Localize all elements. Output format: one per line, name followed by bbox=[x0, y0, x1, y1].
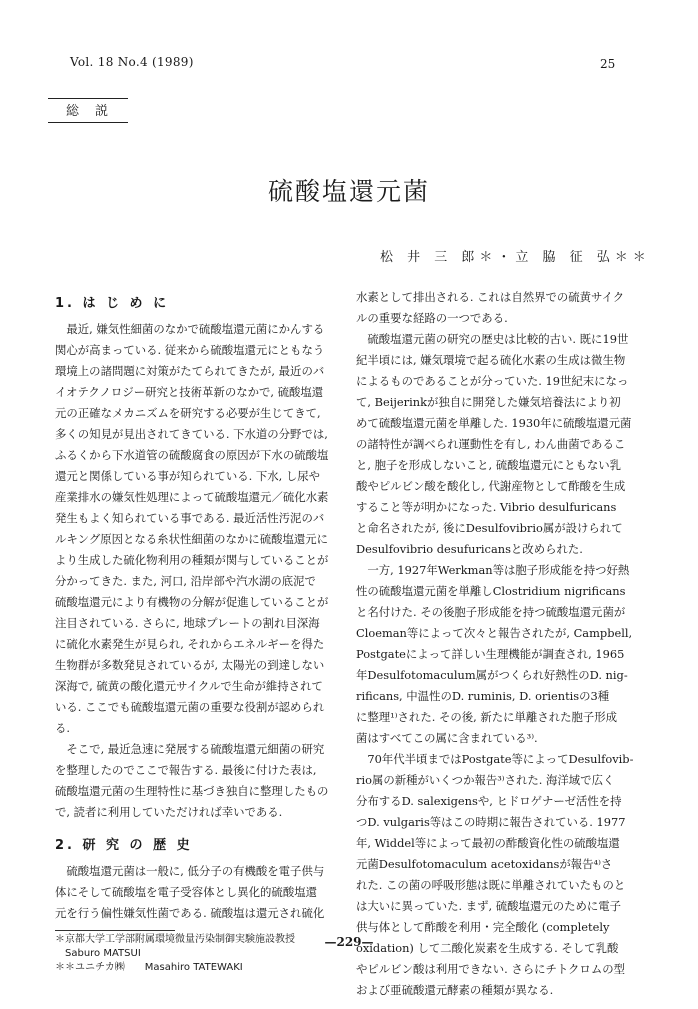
text-line: と名付けた. その後胞子形成能を持つ硫酸塩還元菌が bbox=[356, 605, 626, 619]
text-line: つD. vulgaris等はこの時期に報告されている. 1977 bbox=[356, 815, 626, 829]
text-line: 菌はすべてこの属に含まれている³⁾. bbox=[356, 731, 538, 745]
text-line: 発生もよく知られている事である. 最近活性汚泥のバ bbox=[55, 511, 325, 525]
text-line: 環境上の諸問題に対策がたてられてきたが, 最近のバ bbox=[55, 364, 325, 378]
text-line: と, 胞子を形成しないこと, 硫酸塩還元にともない乳 bbox=[356, 458, 622, 472]
text-line: 産業排水の嫌気性処理によって硫酸塩還元／硫化水素 bbox=[55, 490, 329, 504]
text-line: やピルビン酸は利用できない. さらにチトクロムの型 bbox=[356, 962, 625, 976]
text-line: 年, Widdel等によって最初の酢酸資化性の硫酸塩還 bbox=[356, 836, 620, 850]
text-line: と命名されたが, 後にDesulfovibrio属が設けられて bbox=[356, 521, 623, 535]
text-line: 紀半頃には, 嫌気環境で起る硫化水素の生成は微生物 bbox=[356, 353, 626, 367]
text-line: 硫酸塩還元菌の研究の歴史は比較的古い. 既に19世 bbox=[356, 332, 629, 346]
text-line: 一方, 1927年Werkman等は胞子形成能を持つ好熱 bbox=[356, 563, 630, 577]
text-line: に整理¹⁾された. その後, 新たに単離された胞子形成 bbox=[356, 710, 618, 724]
text-line: ふるくから下水道管の硫酸腐食の原因が下水の硫酸塩 bbox=[55, 448, 329, 462]
journal-volume: Vol. 18 No.4 (1989) bbox=[70, 55, 194, 69]
text-line: rio属の新種がいくつか報告³⁾された. 海洋域で広く bbox=[356, 773, 615, 787]
text-line: すること等が明かになった. Vibrio desulfuricans bbox=[356, 500, 617, 514]
text-line: そこで, 最近急速に発展する硫酸塩還元細菌の研究 bbox=[55, 742, 325, 756]
text-line: 70年代半頃まではPostgate等によってDesulfovib- bbox=[356, 752, 634, 766]
section-heading-history: 2. 研 究 の 歴 史 bbox=[55, 838, 193, 853]
text-line: 供与体として酢酸を利用・完全酸化 (completely bbox=[356, 920, 610, 934]
text-line: めて硫酸塩還元菌を単離した. 1930年に硫酸塩還元菌 bbox=[356, 416, 632, 430]
text-line: 体にそして硫酸塩を電子受容体とし異化的硫酸塩還 bbox=[55, 885, 317, 899]
left-column bbox=[55, 287, 335, 975]
text-line: て, Beijerinkが独自に開発した嫌気培養法により初 bbox=[356, 395, 621, 409]
text-line: る. bbox=[55, 721, 71, 735]
text-line: の諸特性が調べられ運動性を有し, わん曲菌であるこ bbox=[356, 437, 626, 451]
text-line: によるものであることが分っていた. 19世紀末になっ bbox=[356, 374, 629, 388]
text-line: イオテクノロジー研究と技術革新のなかで, 硫酸塩還 bbox=[55, 385, 324, 399]
text-line: Postgateによって詳しい生理機能が調査され, 1965 bbox=[356, 647, 625, 661]
section-tag: 総説 bbox=[48, 98, 128, 123]
text-line: れた. この菌の呼吸形態は既に単離されていたものと bbox=[356, 878, 626, 892]
text-line: 硫酸塩還元菌の生理特性に基づき独自に整理したもの bbox=[55, 784, 329, 798]
text-line: 元を行う偏性嫌気性菌である. 硫酸塩は還元され硫化 bbox=[55, 906, 325, 920]
text-line: 生物群が多数発見されているが, 太陽光の到達しない bbox=[55, 658, 325, 672]
authors: 松 井 三 郎＊・立 脇 征 弘＊＊ bbox=[380, 250, 651, 265]
text-line: 硫酸塩還元により有機物の分解が促進していることが bbox=[55, 595, 329, 609]
page-number: 25 bbox=[600, 57, 616, 71]
section-heading-introduction: 1. は じ め に bbox=[55, 296, 170, 311]
text-line: いる. ここでも硫酸塩還元菌の重要な役割が認められ bbox=[55, 700, 325, 714]
text-line: 元菌Desulfotomaculum acetoxidansが報告⁴⁾さ bbox=[356, 857, 613, 871]
text-line: oxidation) して二酸化炭素を生成する. そして乳酸 bbox=[356, 941, 619, 955]
footnote-divider bbox=[55, 930, 175, 931]
text-line: および亜硫酸還元酵素の種類が異なる. bbox=[356, 983, 554, 997]
text-line: 年Desulfotomaculum属がつくられ好熱性のD. nig- bbox=[356, 668, 628, 682]
text-line: rificans, 中温性のD. ruminis, D. orientisの3種 bbox=[356, 689, 610, 703]
text-line: 関心が高まっている. 従来から硫酸塩還元にともなう bbox=[55, 343, 325, 357]
text-line: 酸やピルビン酸を酸化し, 代謝産物として酢酸を生成 bbox=[356, 479, 626, 493]
text-line: を整理したのでここで報告する. 最後に付けた表は, bbox=[55, 763, 317, 777]
text-line: 最近, 嫌気性細菌のなかで硫酸塩還元菌にかんする bbox=[55, 322, 325, 336]
text-line: 注目されている. さらに, 地球プレートの割れ目深海 bbox=[55, 616, 320, 630]
text-line: より生成した硫化物利用の種類が関与していることが bbox=[55, 553, 329, 567]
text-line: Desulfovibrio desufuricansと改められた. bbox=[356, 542, 583, 556]
footnote-line: Saburo MATSUI bbox=[55, 948, 141, 959]
text-line: ルキング原因となる糸状性細菌のなかに硫酸塩還元に bbox=[55, 532, 329, 546]
article-title: 硫酸塩還元菌 bbox=[267, 177, 430, 206]
text-line: は大いに異っていた. まず, 硫酸塩還元のために電子 bbox=[356, 899, 622, 913]
text-line: に硫化水素発生が見られ, それからエネルギーを得た bbox=[55, 637, 325, 651]
text-line: 還元と関係している事が知られている. 下水, し尿や bbox=[55, 469, 321, 483]
text-line: 水素として排出される. これは自然界での硫黄サイク bbox=[356, 290, 625, 304]
intro-paragraph-1 bbox=[55, 319, 335, 739]
footnote-line: ＊京都大学工学部附属環境微量汚染制御実験施設教授 bbox=[55, 934, 295, 945]
text-line: Cloeman等によって次々と報告されたが, Campbell, bbox=[356, 626, 633, 640]
text-line: で, 読者に利用していただければ幸いである. bbox=[55, 805, 283, 819]
right-column bbox=[356, 287, 636, 1001]
text-line: 性の硫酸塩還元菌を単離しClostridium nigrificans bbox=[356, 584, 626, 598]
text-line: 多くの知見が見出されてきている. 下水道の分野では, bbox=[55, 427, 328, 441]
journal-page-number: —229— bbox=[324, 935, 374, 949]
text-line: 分かってきた. また, 河口, 沿岸部や汽水湖の底泥で bbox=[55, 574, 316, 588]
text-line: 深海で, 硫黄の酸化還元サイクルで生命が維持されて bbox=[55, 679, 323, 693]
text-line: 分布するD. salexigensや, ヒドロゲナーゼ活性を持 bbox=[356, 794, 622, 808]
text-line: 元の正確なメカニズムを研究する必要が生じてきて, bbox=[55, 406, 321, 420]
text-line: 硫酸塩還元菌は一般に, 低分子の有機酸を電子供与 bbox=[55, 864, 325, 878]
intro-paragraph-2 bbox=[55, 739, 335, 823]
footnote-line: ＊＊ユニチカ㈱ Masahiro TATEWAKI bbox=[55, 962, 243, 973]
history-paragraph bbox=[55, 861, 335, 924]
text-line: ルの重要な経路の一つである. bbox=[356, 311, 508, 325]
